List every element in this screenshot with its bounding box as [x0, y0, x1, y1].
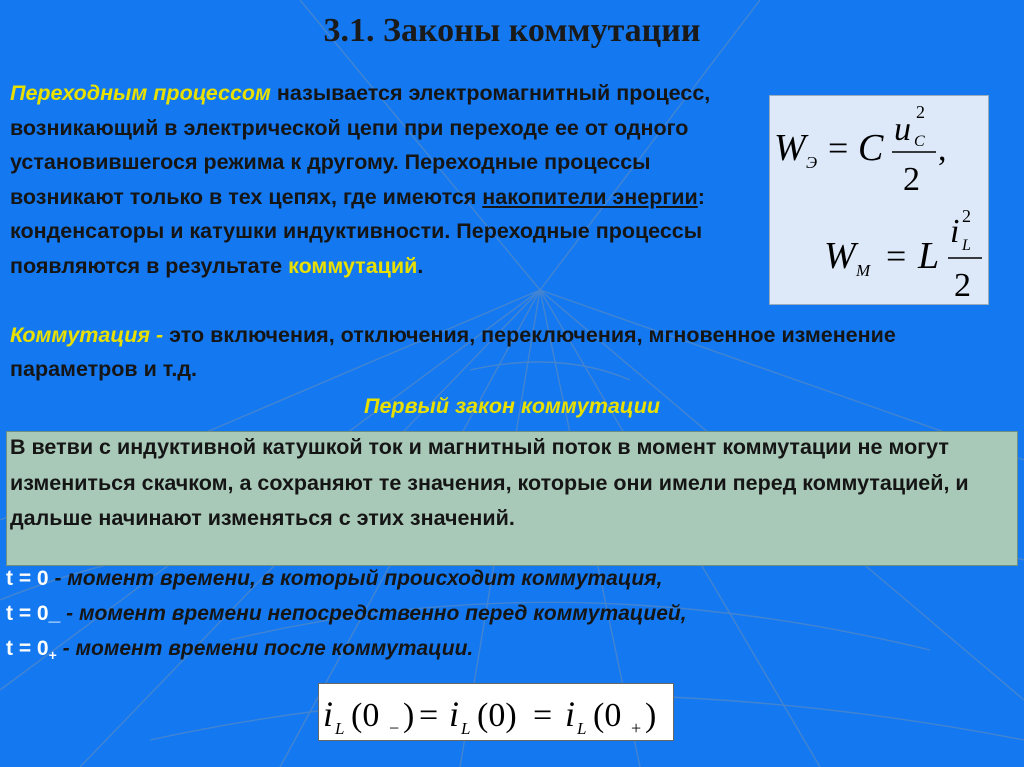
- we-numerator-sup: 2: [916, 102, 925, 122]
- il-sub-2: L: [461, 719, 471, 738]
- we-subscript: Э: [806, 153, 818, 172]
- definition-t0-plus-sub: +: [48, 647, 57, 664]
- first-law-formula-box: [318, 683, 674, 741]
- definition-t0: [6, 567, 662, 591]
- intro-text-3: .: [417, 253, 424, 278]
- we-equals: =: [828, 128, 849, 168]
- arg-minus-sub: −: [389, 718, 400, 738]
- intro-text-1: называется электромагнитный процесс, возникающий в электрической цепи при переходе ее от одного установившегося режима к другому. Переходные процессы возникают только в тех цепях, где имеются: [10, 81, 711, 209]
- wm-equals: =: [886, 236, 907, 276]
- wm-inductance: L: [918, 235, 940, 277]
- definition-t0-minus-text: - момент времени непосредственно перед коммутацией,: [60, 602, 687, 625]
- commutation-text: это включения, отключения, переключения, мгновенное изменение параметров и т.д.: [10, 323, 896, 381]
- we-symbol: W: [774, 127, 806, 169]
- definition-t0-plus: [6, 637, 473, 663]
- we-numerator-sub: C: [914, 133, 925, 150]
- law-statement: В ветви с индуктивной катушкой ток и магнитный поток в момент коммутации не могут измениться скачком, а сохраняют те значения, которые они имели перед коммутацией, и дальше начинают изменяться с этих значений.: [10, 435, 969, 530]
- definition-t0-plus-text: - момент времени после коммутации.: [56, 637, 474, 660]
- definition-t0-minus: [6, 602, 687, 626]
- we-comma: ,: [938, 131, 947, 168]
- definition-t0-text: - момент времени, в который происходит коммутация,: [48, 567, 663, 590]
- il-symbol-3: i: [565, 694, 576, 734]
- term-commutation: Коммутация -: [10, 323, 164, 347]
- wm-symbol: W: [824, 235, 856, 277]
- term-transient-process: Переходным процессом: [10, 81, 271, 105]
- il-symbol-1: i: [323, 694, 334, 734]
- arg-zero-minus: (0: [351, 697, 380, 734]
- equals-2: =: [533, 697, 553, 734]
- arg-close-3: ): [645, 697, 657, 734]
- energy-storage-term: накопители энергии: [482, 184, 698, 209]
- wm-numerator: i: [950, 213, 960, 250]
- wm-subscript: M: [856, 261, 871, 280]
- first-law-heading-text: Первый закон коммутации: [364, 394, 660, 418]
- arg-plus-sub: +: [631, 718, 642, 738]
- we-numerator: u: [894, 111, 911, 148]
- first-law-formula: [319, 684, 673, 740]
- energy-formulas: [770, 96, 988, 304]
- definition-t0-plus-symbol: t = 0: [6, 637, 49, 660]
- definition-t0-symbol: t = 0: [6, 567, 49, 590]
- arg-zero-plus: (0: [593, 697, 622, 734]
- wm-numerator-sub: L: [962, 237, 971, 254]
- il-sub-3: L: [577, 719, 587, 738]
- intro-text-2: : конденсаторы и катушки индуктивности. Переходные процессы появляются в результате: [10, 184, 705, 278]
- intro-paragraph: [10, 76, 750, 283]
- wm-denominator: 2: [954, 267, 971, 304]
- term-commutations: коммутаций: [288, 253, 418, 278]
- energy-formulas-box: [769, 95, 989, 305]
- we-capacitance: C: [858, 127, 884, 169]
- equals-1: =: [419, 697, 439, 734]
- first-law-heading: [0, 394, 1024, 419]
- slide-title: 3.1. Законы коммутации: [323, 12, 701, 49]
- we-denominator: 2: [903, 161, 920, 198]
- il-sub-1: L: [335, 719, 345, 738]
- wm-numerator-sup: 2: [962, 206, 971, 226]
- commutation-definition: [10, 318, 1015, 386]
- definition-t0-minus-symbol: t = 0_: [6, 602, 61, 625]
- arg-close-1: ): [403, 697, 415, 734]
- il-symbol-2: i: [449, 694, 460, 734]
- arg-zero: (0): [477, 697, 517, 734]
